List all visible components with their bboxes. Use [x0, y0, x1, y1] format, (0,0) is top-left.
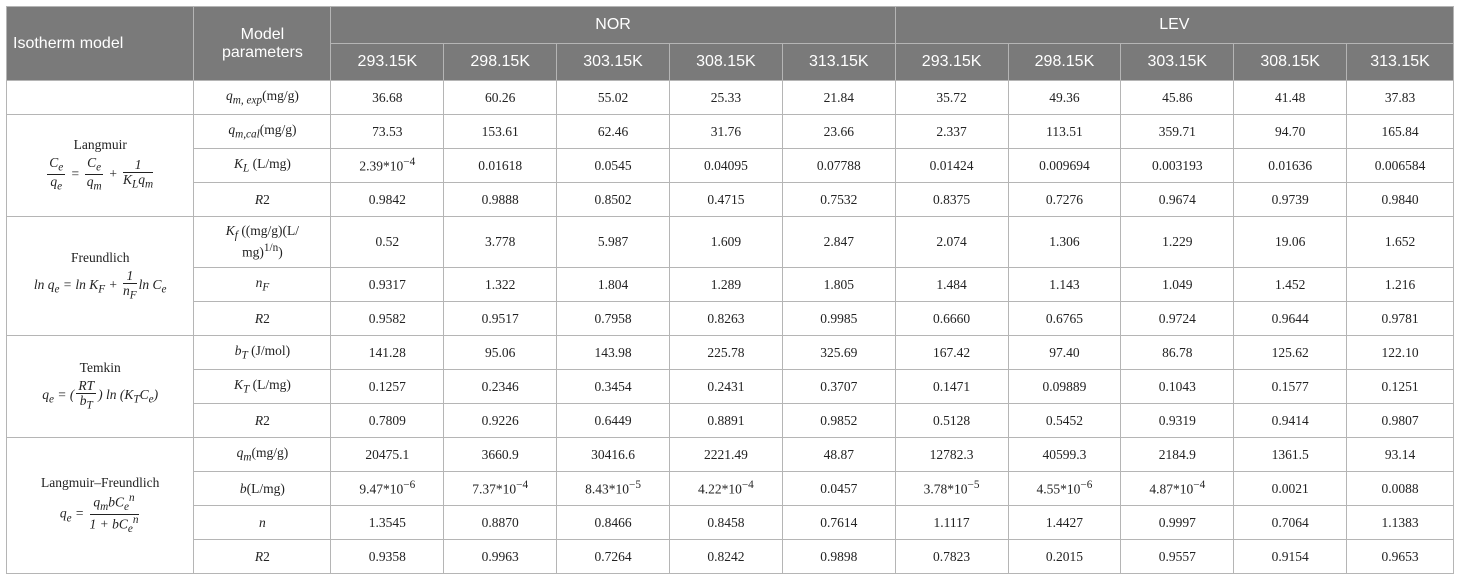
value-cell: 40599.3	[1008, 438, 1121, 472]
value-cell: 225.78	[669, 336, 782, 370]
value-cell: 12782.3	[895, 438, 1008, 472]
value-cell: 0.9888	[444, 183, 557, 217]
table-row	[7, 268, 1454, 302]
isotherm-table	[6, 6, 1454, 574]
table-row	[7, 404, 1454, 438]
value-cell: 0.8242	[669, 540, 782, 574]
value-cell: 0.8502	[557, 183, 670, 217]
value-cell: 0.2346	[444, 370, 557, 404]
value-cell: 2.074	[895, 217, 1008, 268]
value-cell: 0.9807	[1347, 404, 1454, 438]
param-cell: $q_{m, exp}(mg/g)$	[194, 81, 331, 115]
value-cell: 0.9319	[1121, 404, 1234, 438]
param-cell: R2	[194, 540, 331, 574]
value-cell: 94.70	[1234, 115, 1347, 149]
value-cell: 20475.1	[331, 438, 444, 472]
value-cell: 0.9644	[1234, 302, 1347, 336]
model-cell-temkin	[7, 336, 194, 438]
value-cell: 0.52	[331, 217, 444, 268]
model-equation: $\ln q_e = \ln K_F$ + $\frac{1}{n_F}$ $\ln C_e$	[33, 267, 167, 302]
value-cell: 0.01424	[895, 149, 1008, 183]
header-temperature: 308.15K	[669, 44, 782, 81]
table-row	[7, 336, 1454, 370]
value-cell: $2.39*10^{-4}$	[331, 149, 444, 183]
value-cell: 0.9653	[1347, 540, 1454, 574]
value-cell: 0.2015	[1008, 540, 1121, 574]
value-cell: 31.76	[669, 115, 782, 149]
value-cell: 0.9517	[444, 302, 557, 336]
value-cell: 93.14	[1347, 438, 1454, 472]
value-cell: 0.9852	[782, 404, 895, 438]
value-cell: 23.66	[782, 115, 895, 149]
table-row	[7, 472, 1454, 506]
value-cell: 1.804	[557, 268, 670, 302]
value-cell: 2221.49	[669, 438, 782, 472]
value-cell: 0.7809	[331, 404, 444, 438]
value-cell: 0.8891	[669, 404, 782, 438]
value-cell: 21.84	[782, 81, 895, 115]
model-cell-freundlich	[7, 217, 194, 336]
value-cell: 0.0088	[1347, 472, 1454, 506]
value-cell: 141.28	[331, 336, 444, 370]
value-cell: 0.0545	[557, 149, 670, 183]
header-temperature: 313.15K	[782, 44, 895, 81]
value-cell: 0.8870	[444, 506, 557, 540]
value-cell: 0.9739	[1234, 183, 1347, 217]
header-group-nor: NOR	[331, 7, 895, 44]
table-row	[7, 540, 1454, 574]
table-body	[7, 81, 1454, 574]
value-cell: 0.9724	[1121, 302, 1234, 336]
value-cell: 0.5128	[895, 404, 1008, 438]
value-cell: 0.1043	[1121, 370, 1234, 404]
value-cell: 5.987	[557, 217, 670, 268]
value-cell: 1.1117	[895, 506, 1008, 540]
header-temperature: 308.15K	[1234, 44, 1347, 81]
value-cell: 1.4427	[1008, 506, 1121, 540]
model-equation: $\frac{C_e}{q_e}$ = $\frac{C_e}{q_m}$ + $\frac{1}{K_Lq_m}$	[49, 154, 154, 194]
value-cell: 0.1471	[895, 370, 1008, 404]
value-cell: 0.4715	[669, 183, 782, 217]
header-temperature: 298.15K	[444, 44, 557, 81]
model-cell-empty	[7, 81, 194, 115]
value-cell: 113.51	[1008, 115, 1121, 149]
value-cell: 0.1577	[1234, 370, 1347, 404]
value-cell: 0.8263	[669, 302, 782, 336]
value-cell: 0.6449	[557, 404, 670, 438]
value-cell: 97.40	[1008, 336, 1121, 370]
value-cell: 41.48	[1234, 81, 1347, 115]
param-cell: b(L/mg)	[194, 472, 331, 506]
value-cell: 0.006584	[1347, 149, 1454, 183]
param-cell: $q_{m,cal}(mg/g)$	[194, 115, 331, 149]
value-cell: 0.8466	[557, 506, 670, 540]
value-cell: 0.9781	[1347, 302, 1454, 336]
value-cell: 1.216	[1347, 268, 1454, 302]
value-cell: 0.8375	[895, 183, 1008, 217]
value-cell: 0.7064	[1234, 506, 1347, 540]
value-cell: 3.778	[444, 217, 557, 268]
value-cell: 125.62	[1234, 336, 1347, 370]
value-cell: 0.8458	[669, 506, 782, 540]
value-cell: $8.43*10^{-5}$	[557, 472, 670, 506]
table-row	[7, 217, 1454, 268]
value-cell: 62.46	[557, 115, 670, 149]
value-cell: 1.609	[669, 217, 782, 268]
param-cell: $K_f$ ((mg/g)(L/ mg)$^{1/n}$)	[194, 217, 331, 268]
value-cell: 45.86	[1121, 81, 1234, 115]
value-cell: 143.98	[557, 336, 670, 370]
header-row-groups	[7, 7, 1454, 44]
header-temperature: 293.15K	[331, 44, 444, 81]
model-cell-langmuir	[7, 115, 194, 217]
value-cell: 0.003193	[1121, 149, 1234, 183]
table-row	[7, 81, 1454, 115]
table-row	[7, 183, 1454, 217]
value-cell: 1.322	[444, 268, 557, 302]
value-cell: 1.652	[1347, 217, 1454, 268]
value-cell: 0.7958	[557, 302, 670, 336]
value-cell: 37.83	[1347, 81, 1454, 115]
value-cell: 0.9997	[1121, 506, 1234, 540]
param-cell: $n_F$	[194, 268, 331, 302]
header-temperature: 303.15K	[1121, 44, 1234, 81]
value-cell: 359.71	[1121, 115, 1234, 149]
header-temperature: 313.15K	[1347, 44, 1454, 81]
value-cell: 165.84	[1347, 115, 1454, 149]
value-cell: 86.78	[1121, 336, 1234, 370]
param-cell: R2	[194, 302, 331, 336]
header-model-parameters: Model parameters	[194, 7, 331, 81]
value-cell: 95.06	[444, 336, 557, 370]
value-cell: 0.5452	[1008, 404, 1121, 438]
value-cell: 0.7276	[1008, 183, 1121, 217]
value-cell: 2.847	[782, 217, 895, 268]
value-cell: 73.53	[331, 115, 444, 149]
value-cell: 0.1251	[1347, 370, 1454, 404]
value-cell: 153.61	[444, 115, 557, 149]
value-cell: 1.143	[1008, 268, 1121, 302]
model-name: Langmuir	[73, 137, 127, 153]
value-cell: 0.0457	[782, 472, 895, 506]
value-cell: 0.9840	[1347, 183, 1454, 217]
value-cell: 0.9582	[331, 302, 444, 336]
value-cell: $7.37*10^{-4}$	[444, 472, 557, 506]
value-cell: 0.2431	[669, 370, 782, 404]
value-cell: 1361.5	[1234, 438, 1347, 472]
value-cell: 167.42	[895, 336, 1008, 370]
table-row	[7, 302, 1454, 336]
param-cell: $K_T$ (L/mg)	[194, 370, 331, 404]
value-cell: 0.7823	[895, 540, 1008, 574]
table-row	[7, 149, 1454, 183]
value-cell: 1.3545	[331, 506, 444, 540]
value-cell: 0.01636	[1234, 149, 1347, 183]
value-cell: 1.306	[1008, 217, 1121, 268]
value-cell: $4.87*10^{-4}$	[1121, 472, 1234, 506]
value-cell: 0.6660	[895, 302, 1008, 336]
header-group-lev: LEV	[895, 7, 1453, 44]
model-equation: $q_e$ = ( $\frac{RT}{b_T}$ ) $\ln (K_TC_e)$	[42, 378, 159, 412]
value-cell: 1.484	[895, 268, 1008, 302]
table-row	[7, 370, 1454, 404]
table-row	[7, 506, 1454, 540]
value-cell: 0.0021	[1234, 472, 1347, 506]
header-isotherm-model: Isotherm model	[7, 7, 194, 81]
value-cell: 30416.6	[557, 438, 670, 472]
value-cell: 0.9414	[1234, 404, 1347, 438]
value-cell: 0.1257	[331, 370, 444, 404]
model-name: Freundlich	[70, 249, 130, 265]
value-cell: 0.9226	[444, 404, 557, 438]
value-cell: 49.36	[1008, 81, 1121, 115]
value-cell: 35.72	[895, 81, 1008, 115]
value-cell: 2184.9	[1121, 438, 1234, 472]
value-cell: 0.9985	[782, 302, 895, 336]
param-cell: $q_m(mg/g)$	[194, 438, 331, 472]
value-cell: 0.09889	[1008, 370, 1121, 404]
value-cell: 25.33	[669, 81, 782, 115]
value-cell: 0.7614	[782, 506, 895, 540]
value-cell: 122.10	[1347, 336, 1454, 370]
value-cell: 36.68	[331, 81, 444, 115]
value-cell: 0.9317	[331, 268, 444, 302]
value-cell: 60.26	[444, 81, 557, 115]
model-name: Temkin	[79, 360, 121, 376]
value-cell: 1.289	[669, 268, 782, 302]
value-cell: 1.229	[1121, 217, 1234, 268]
value-cell: 325.69	[782, 336, 895, 370]
value-cell: 1.1383	[1347, 506, 1454, 540]
value-cell: 0.9963	[444, 540, 557, 574]
value-cell: 0.04095	[669, 149, 782, 183]
value-cell: 0.9154	[1234, 540, 1347, 574]
model-cell-lf	[7, 438, 194, 574]
value-cell: 0.9842	[331, 183, 444, 217]
value-cell: $4.22*10^{-4}$	[669, 472, 782, 506]
value-cell: 0.01618	[444, 149, 557, 183]
value-cell: 1.805	[782, 268, 895, 302]
value-cell: 0.9674	[1121, 183, 1234, 217]
param-cell: $b_T$ (J/mol)	[194, 336, 331, 370]
param-cell: $K_L$ (L/mg)	[194, 149, 331, 183]
value-cell: 1.049	[1121, 268, 1234, 302]
value-cell: 48.87	[782, 438, 895, 472]
header-temperature: 298.15K	[1008, 44, 1121, 81]
value-cell: 2.337	[895, 115, 1008, 149]
param-cell: R2	[194, 183, 331, 217]
value-cell: $4.55*10^{-6}$	[1008, 472, 1121, 506]
model-equation: $q_e$ = $\frac{q_mbC_e^n}{1 + bC_e^n}$	[59, 492, 139, 536]
value-cell: $3.78*10^{-5}$	[895, 472, 1008, 506]
value-cell: 0.7264	[557, 540, 670, 574]
header-temperature: 303.15K	[557, 44, 670, 81]
model-name: Langmuir–Freundlich	[40, 474, 160, 490]
value-cell: $9.47*10^{-6}$	[331, 472, 444, 506]
value-cell: 0.9557	[1121, 540, 1234, 574]
value-cell: 0.9358	[331, 540, 444, 574]
value-cell: 55.02	[557, 81, 670, 115]
param-cell: n	[194, 506, 331, 540]
value-cell: 0.7532	[782, 183, 895, 217]
param-cell: R2	[194, 404, 331, 438]
value-cell: 0.9898	[782, 540, 895, 574]
value-cell: 0.6765	[1008, 302, 1121, 336]
value-cell: 0.009694	[1008, 149, 1121, 183]
value-cell: 0.3707	[782, 370, 895, 404]
value-cell: 0.3454	[557, 370, 670, 404]
table-row	[7, 438, 1454, 472]
header-temperature: 293.15K	[895, 44, 1008, 81]
value-cell: 0.07788	[782, 149, 895, 183]
value-cell: 19.06	[1234, 217, 1347, 268]
table-row	[7, 115, 1454, 149]
value-cell: 1.452	[1234, 268, 1347, 302]
value-cell: 3660.9	[444, 438, 557, 472]
